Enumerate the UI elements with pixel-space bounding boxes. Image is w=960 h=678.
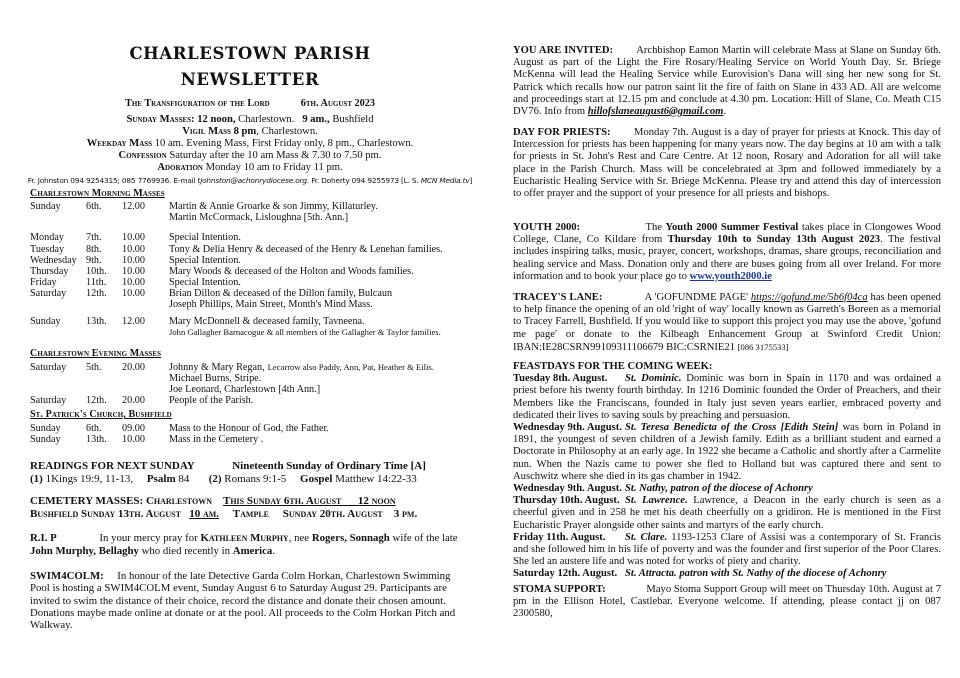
- intention-line: Joseph Phillips, Main Street, Month's Mind Mass.: [169, 299, 373, 311]
- swim-text: In honour of the late Detective Garda Colm Horkan, Charlestown Swimming Pool is hosting a SWIM4COLM event, Sunday August 6 to Saturday August 29. Participants are invited to swim the distance of their choice, record the distance and donate their chosen amount. Donations maybe made online at donate or at the pool. All proceeds to the Colm Horkan Pitch and Walkway.: [30, 570, 456, 632]
- youth-text-3: . The festival includes inspiring talks, music, prayer, concert, workshops, dramas, share groups, reconciliation and healing service and Mass. Donation only and there are buses going from all over Ireland. For more information and to book your place go to: [513, 234, 941, 282]
- intention-line: [169, 244, 474, 255]
- intention-line: [169, 255, 474, 266]
- intention-text: Tony & Delia Henry & deceased of the Henry & Lenehan families.: [169, 244, 443, 255]
- mass-date: 5th.: [86, 362, 102, 373]
- psalm: 84: [178, 472, 190, 485]
- stoma-label: STOMA SUPPORT:: [513, 584, 606, 595]
- mass-intention: [169, 201, 474, 223]
- feast-saint: St. Attracta. patron with St. Nathy of the diocese of Achonry: [625, 568, 887, 580]
- mass-day: Saturday: [30, 362, 67, 373]
- stoma-text: Mayo Stoma Support Group will meet on Thursday 10th. August at 7 pm in the Ellison Hotel, Castlebar. Everyone welcome. If attending, please contact jj on 087 2300580,: [513, 584, 941, 620]
- youth-dates: Thursday 10th to Sunday 13th August 2023: [667, 234, 881, 246]
- mass-time: 10.00: [122, 277, 145, 288]
- mass-day: Monday: [30, 232, 64, 243]
- rip-text-5: .: [272, 544, 276, 557]
- feast-text: Lawrence, a Deacon in the early church is seen as a cheerful given and in 258 he met his death cheerfully on a gridiron. He is mentioned in the First Eucharistic Prayer alongside other saints and martyrs of the early church.: [513, 495, 941, 531]
- priests-label: DAY FOR PRIESTS:: [513, 127, 611, 138]
- contact-prefix: Fr. Johnston 094 9254315; 085 7769936. E-mail: [27, 176, 196, 185]
- feast-date: Friday 11th. August.: [513, 531, 606, 543]
- adoration-line: [30, 162, 470, 174]
- mass-date: 6th.: [86, 423, 102, 434]
- mass-intention: [169, 362, 474, 395]
- mass-date: 12th.: [86, 395, 107, 406]
- weekday-mass-line: [30, 138, 470, 150]
- vigil-mass-line: [30, 126, 470, 138]
- mass-time: 10.00: [122, 244, 145, 255]
- gospel: Matthew 14:22-33: [335, 472, 417, 485]
- priests-section: [513, 127, 941, 200]
- newsletter-title-line2: NEWSLETTER: [180, 70, 320, 89]
- sunday-time-1: 12 noon,: [197, 114, 236, 125]
- intention-line: Joe Leonard, Charlestown [4th Ann.]: [169, 384, 321, 396]
- rip-text-2: , nee: [288, 532, 310, 544]
- feast-date: Wednesday 9th. August.: [513, 422, 622, 434]
- intention-line: [169, 316, 474, 327]
- readings-heading: READINGS FOR NEXT SUNDAY: [30, 460, 195, 472]
- feast-item: [513, 422, 941, 483]
- youth-label: YOUTH 2000:: [513, 222, 581, 233]
- mass-time: 09.00: [122, 423, 145, 434]
- feast-date: Saturday 12th. August.: [513, 568, 618, 580]
- invited-section: YOU ARE INVITED: Archbishop Eamon Martin will celebrate Mass at Slane on Sunday 6th. August as part of the Light the Fire Rosary/Healing Service on World Youth Day. Sr. Briege McKenna will lead the Healing Service while Eurovision's Dana will sing her new song for St. Patrick which recalls how our patron saint lit the fire of faith on Slane in 433 AD. All are welcome and proceedings start at 12.15 pm and conclude at 4.30 pm. Location: Hill of Slane, Co. Meath C15 DV76. Info from hillofslaneaugust6@gmail.com.: [513, 45, 941, 118]
- reading2: Romans 9:1-5: [224, 472, 287, 485]
- mass-time: 10.00: [122, 288, 145, 299]
- mass-intention: [169, 232, 474, 243]
- morning-masses-heading: Charlestown Morning Masses: [30, 188, 165, 199]
- feast-text: was born in Poland in 1891, the youngest of seven children of a Jewish family. Edith as a brilliant student and earned a Doctorate in Philosophy at an early age. In 1922 she became a Catholic and shortly after a Carmelite nun. When the Nazis came to power she fled to Holland but was captured there and sent to Auschwitz where she died in its gas chamber in 1942.: [513, 422, 941, 482]
- adoration-text: Monday 10 am to Friday 11 pm.: [205, 162, 343, 173]
- cemetery-masses-section: [30, 495, 470, 520]
- contact-suffix: ]: [469, 176, 473, 185]
- rip-label: R.I. P: [30, 532, 57, 544]
- traceys-lane-section: [513, 292, 941, 354]
- feast-saint: St. Nathy, patron of the diocese of Achonry: [625, 483, 813, 495]
- contact-line: Fr. Johnston 094 9254315; 085 7769936. E-mail tjohnston@achonrydiocese.org. Fr. Doherty 094 9255973 [L. S. MCN Media.tv]: [27, 176, 473, 185]
- reading1: 1Kings 19:9, 11-13,: [45, 472, 134, 485]
- mass-date: 13th.: [86, 316, 107, 327]
- mass-intention: [169, 395, 474, 406]
- intention-text: Mary Woods & deceased of the Holton and Woods families.: [169, 266, 414, 277]
- intention-line: [169, 266, 474, 277]
- intention-text-small: Lecarrow also Paddy, Ann, Pat, Heather & Eilis.: [267, 362, 434, 372]
- sunday-place-1: Charlestown.: [238, 114, 295, 125]
- invited-email-link[interactable]: hillofslaneaugust6@gmail.com: [587, 106, 724, 118]
- feast-date: Wednesday 9th. August.: [513, 483, 622, 495]
- mass-intention: [169, 277, 474, 288]
- feast-saint: St. Lawrence.: [625, 495, 688, 507]
- tracey-phone: [086 3175533]: [737, 341, 789, 352]
- youth2000-link[interactable]: www.youth2000.ie: [689, 270, 772, 282]
- rip-text-4: who died recently in: [141, 544, 231, 557]
- intention-line: [169, 277, 474, 288]
- intention-line: [169, 232, 474, 243]
- mass-intention: [169, 244, 474, 255]
- sunday-masses-line: [30, 114, 470, 126]
- tracey-label: TRACEY'S LANE:: [513, 292, 603, 303]
- mass-date: 8th.: [86, 244, 102, 255]
- feast-date-line: [30, 98, 470, 110]
- feastdays-heading: FEASTDAYS FOR THE COMING WEEK:: [513, 361, 713, 372]
- intention-line: [169, 395, 474, 406]
- vigil-time: 8 pm: [233, 126, 257, 137]
- cemetery-time-1: 12 noon: [357, 495, 396, 507]
- mass-day: Saturday: [30, 288, 67, 299]
- mass-date: 13th.: [86, 434, 107, 445]
- mass-time: 10.00: [122, 232, 145, 243]
- intention-text: Martin & Annie Groarke & son Jimmy, Killaturley.: [169, 201, 378, 212]
- mass-time: 10.00: [122, 434, 145, 445]
- cemetery-place-2: Bushfield Sunday 13th. August: [30, 507, 181, 520]
- cemetery-when-1: This Sunday 6th. August: [223, 495, 342, 507]
- mass-intention: [169, 288, 474, 310]
- contact-mid: Fr. Doherty 094 9255973 [L. S.: [311, 176, 419, 185]
- cemetery-line-1: [30, 495, 470, 508]
- confession-line: [30, 150, 470, 162]
- feast-saint: St. Teresa Benedicta of the Cross [Edith Stein]: [625, 422, 839, 434]
- mass-intention: [169, 316, 474, 338]
- mass-day: Friday: [30, 277, 57, 288]
- cemetery-time-3: 3 pm.: [393, 507, 418, 520]
- feastdays-list: [513, 373, 941, 580]
- psalm-label: Psalm: [146, 472, 176, 485]
- feast-item: [513, 373, 941, 422]
- rip-place: America: [232, 544, 273, 557]
- feastdays-section: [513, 361, 941, 581]
- mass-time: 20.00: [122, 362, 145, 373]
- mass-intention: [169, 434, 474, 445]
- mass-date: 9th.: [86, 255, 102, 266]
- invited-label: YOU ARE INVITED:: [513, 45, 614, 56]
- rip-name: Kathleen Murphy: [200, 532, 289, 544]
- feast-text: 1193-1253 Clare of Assisi was a contemporary of St. Francis and she followed him in his life of poverty and was the founder and first superior of the Poor Clares. She led an austere life and was noted for works of piety and charity.: [513, 531, 941, 568]
- confession-text: Saturday after the 10 am Mass & 7.30 to 7.50 pm.: [169, 150, 382, 161]
- mass-day: Sunday: [30, 423, 61, 434]
- rip-nee: Rogers, Sonnagh: [311, 532, 390, 544]
- feast-date: Thursday 10th. August.: [513, 495, 620, 507]
- mass-day: Sunday: [30, 434, 61, 445]
- feast-item: [513, 568, 941, 580]
- intention-text: Mass in the Cemetery .: [169, 434, 264, 445]
- swim4colm-section: [30, 570, 470, 631]
- cemetery-when-3: Sunday 20th. August: [282, 507, 383, 520]
- mass-day: Thursday: [30, 266, 69, 277]
- cemetery-time-2: 10 am.: [189, 507, 220, 520]
- mass-date: 12th.: [86, 288, 107, 299]
- mass-time: 10.00: [122, 266, 145, 277]
- adoration-label: Adoration: [157, 162, 203, 173]
- gofundme-link[interactable]: https://gofund.me/5b6f04ca: [750, 292, 868, 303]
- intention-line: [169, 423, 474, 434]
- rip-text-1: In your mercy pray for: [99, 532, 198, 544]
- cemetery-line-2: [30, 508, 470, 521]
- intention-line: Michael Burns, Stripe.: [169, 373, 262, 385]
- vigil-place: , Charlestown.: [256, 126, 318, 137]
- weekday-label: Weekday Mass: [86, 138, 153, 149]
- intention-line: [169, 434, 474, 445]
- mass-intention: [169, 255, 474, 266]
- rip-text-3: wife of the late: [392, 532, 458, 544]
- intention-line: [169, 362, 474, 373]
- intention-text: Special Intention.: [169, 232, 241, 243]
- intention-text: Special Intention.: [169, 277, 241, 288]
- feast-saint: St. Clare.: [625, 531, 668, 543]
- cemetery-heading: CEMETERY MASSES:: [30, 495, 144, 507]
- swim-label: SWIM4COLM:: [30, 570, 104, 582]
- mass-date: 6th.: [86, 201, 102, 212]
- feast-text: Dominic was born in Spain in 1170 and was ordained a priest before his twenty fourth birthday. In 1216 Dominic founded the Order of Preachers, and their Members like the Franciscans, founded in Italy just seven years earlier, embraced poverty and dedicated their lives to saving souls by preaching and persuasion.: [513, 373, 941, 421]
- bushfield-masses-heading: St. Patrick's Church, Bushfield: [30, 409, 172, 420]
- mass-time: 12.00: [122, 201, 145, 212]
- readings-heading-line: [30, 460, 470, 473]
- readings-section: [30, 460, 470, 485]
- feast-item: [513, 483, 941, 495]
- youth2000-section: [513, 222, 941, 283]
- intention-text: Special Intention.: [169, 255, 241, 266]
- feast-item: [513, 495, 941, 532]
- mass-date: 7th.: [86, 232, 102, 243]
- vigil-label: Vigil Mass: [182, 126, 231, 137]
- mass-time: 10.00: [122, 255, 145, 266]
- mass-time: 12.00: [122, 316, 145, 327]
- reading1-label: (1): [30, 472, 43, 485]
- mass-day: Sunday: [30, 201, 61, 212]
- mass-intention: [169, 423, 474, 434]
- mass-day: Saturday: [30, 395, 67, 406]
- intention-line: John Gallagher Barnacogue & all members of the Gallagher & Taylor families.: [169, 327, 441, 338]
- mass-day: Tuesday: [30, 244, 65, 255]
- readings-sunday-name: Nineteenth Sunday of Ordinary Time [A]: [232, 460, 426, 472]
- mass-day: Sunday: [30, 316, 61, 327]
- intention-line: Martin McCormack, Lisloughna [5th. Ann.]: [169, 212, 349, 224]
- stoma-support-section: [513, 584, 941, 621]
- weekday-text: 10 am. Evening Mass, First Friday only, 8 pm., Charlestown.: [154, 138, 414, 149]
- feast-item: [513, 532, 941, 569]
- feast-date: Tuesday 8th. August.: [513, 373, 608, 385]
- intention-line: [169, 288, 474, 299]
- rip-husband: John Murphy, Bellaghy: [30, 544, 139, 557]
- mass-time: 20.00: [122, 395, 145, 406]
- evening-masses-heading: Charlestown Evening Masses: [30, 348, 162, 359]
- mcn-media-link[interactable]: MCN Media.tv: [420, 176, 470, 185]
- reading2-label: (2): [208, 472, 222, 485]
- confession-label: Confession: [118, 150, 167, 161]
- youth-festival: Youth 2000 Summer Festival: [665, 222, 799, 233]
- priests-text: Monday 7th. August is a day of prayer for priests at Knock. This day of Intercession for priests has been happening for many years now. The day begins at 10 am with a talk for priests in St. John's Rest and Care Centre. At 12 noon, Rosary and Adoration for all will take place in the Parish Church. Mass will be concelebrated at 3pm and followed immediately by a Eucharistic Healing Service with Sr. Briege McKenna. Please try and attend this day of intercession to offer prayer and the support of your presence for all priests and bishops.: [513, 127, 941, 200]
- sunday-place-2: Bushfield: [332, 114, 374, 125]
- rip-section: [30, 532, 470, 557]
- feast-name: The Transfiguration of the Lord: [125, 98, 270, 109]
- sunday-time-2: 9 am.,: [302, 114, 330, 125]
- intention-text: People of the Parish.: [169, 395, 254, 406]
- tracey-text-2: has been opened to help finance the opening of an old 'right of way' locally known as Garreth's Boreen as a memorial to Tracey Farrell, Bushfield. If you would like to support this project you may use the above, 'gofund me page' or donate to the Kilbeagh Enhancement Group at Swinford Credit Union: IBAN:IE28CSRN99109311106679 BIC:CSRNIE21: [513, 292, 941, 353]
- cemetery-place-1: Charlestown: [145, 495, 212, 507]
- sunday-masses-label: Sunday Masses:: [126, 114, 195, 125]
- invited-text: Archbishop Eamon Martin will celebrate Mass at Slane on Sunday 6th. August as part of the Light the Fire Rosary/Healing Service on World Youth Day. Sr. Briege McKenna will lead the Healing Service while Eurovision's Dana will sing her new song for St. Patrick which recalls how our patron saint lit the fire of faith on Slane in 433 AD. All are welcome and proceedings start at 12.15 pm and conclude at 4.30 pm. Location: Hill of Slane, Co. Meath C15 DV76. Info from: [513, 45, 941, 118]
- newsletter-title-line1: CHARLESTOWN PARISH: [129, 44, 371, 63]
- mass-date: 11th.: [86, 277, 107, 288]
- youth-text-2: takes place in Clongowes Wood College, Clane, Co Kildare from: [513, 222, 941, 246]
- mass-intention: [169, 266, 474, 277]
- gospel-label: Gospel: [300, 472, 333, 485]
- intention-text: Mary McDonnell & deceased family, Tavneena.: [169, 316, 365, 327]
- readings-list: [30, 473, 470, 486]
- contact-email-link[interactable]: tjohnston@achonrydiocese.org: [197, 176, 307, 185]
- intention-text: Johnny & Mary Regan,: [169, 362, 265, 373]
- intention-text: Mass to the Honour of God, the Father.: [169, 423, 329, 434]
- youth-text-1: The: [645, 222, 662, 233]
- tracey-text-1: A 'GOFUNDME PAGE': [644, 292, 748, 303]
- feast-saint: St. Dominic.: [625, 373, 682, 385]
- mass-day: Wednesday: [30, 255, 77, 266]
- intention-text: Brian Dillon & deceased of the Dillon family, Bulcaun: [169, 288, 393, 299]
- newsletter-date: 6th. August 2023: [300, 98, 375, 109]
- intention-line: [169, 201, 474, 212]
- cemetery-place-3: Tample: [232, 507, 270, 520]
- mass-date: 10th.: [86, 266, 107, 277]
